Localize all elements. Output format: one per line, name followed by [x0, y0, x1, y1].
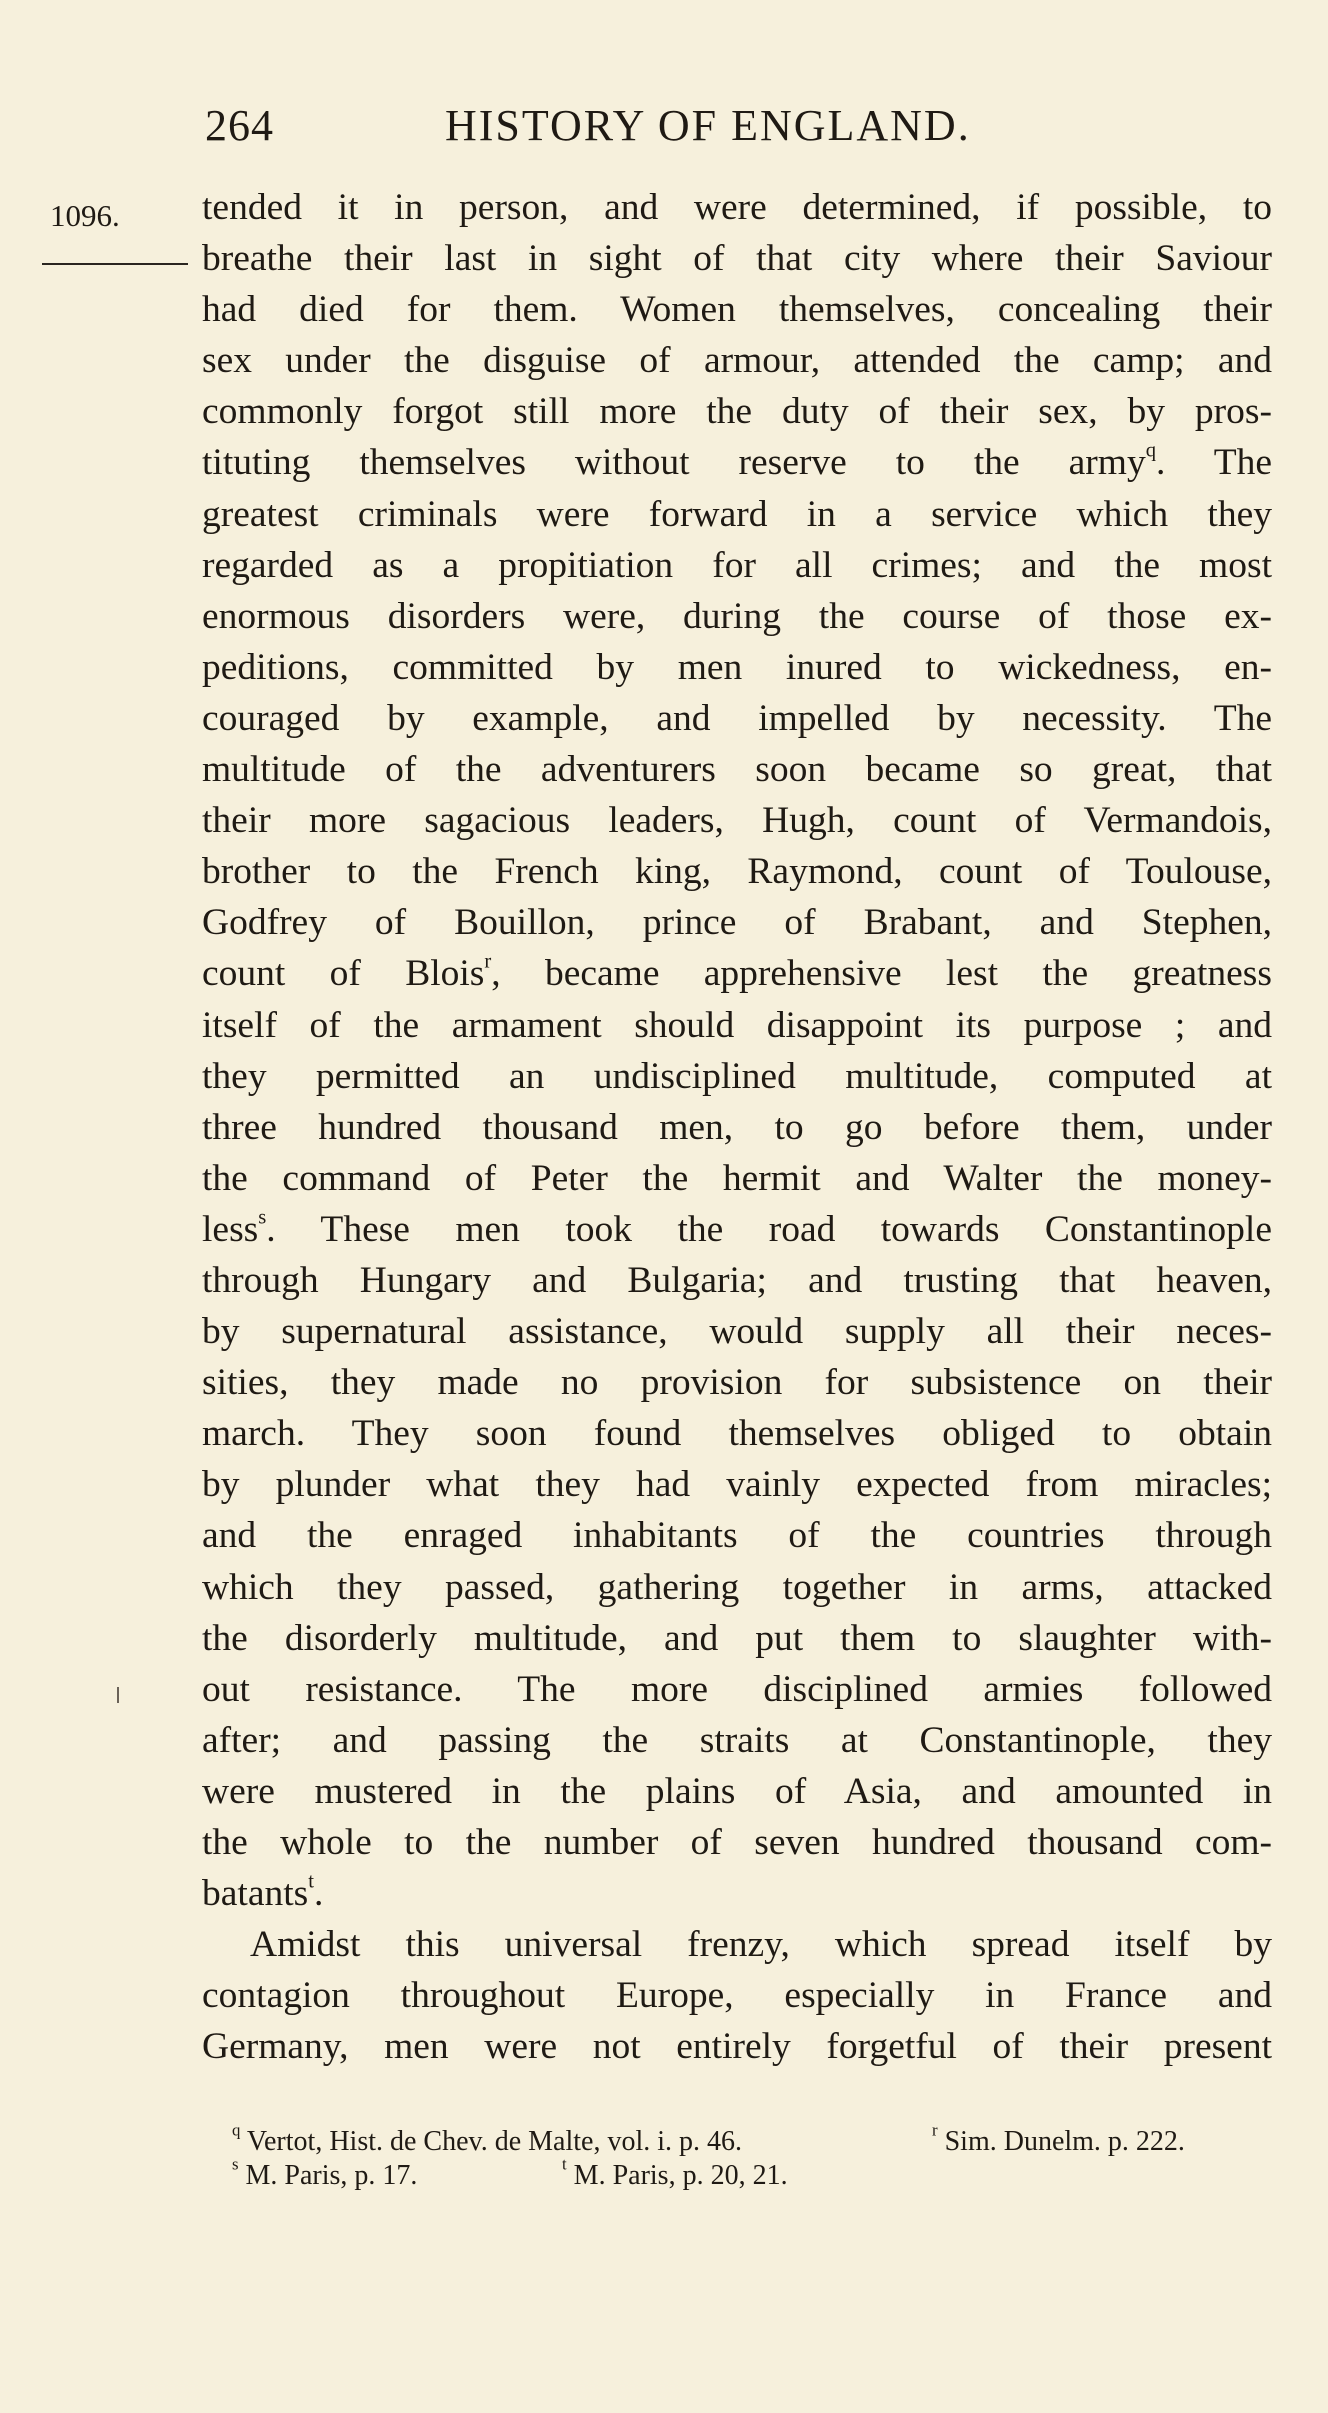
text-line: after; and passing the straits at Constantinople, they [202, 1719, 1272, 1761]
text-line: couraged by example, and impelled by necessity. The [202, 697, 1272, 739]
footnote-row [232, 2154, 1292, 2193]
text-line: itself of the armament should disappoint its purpose ; and [202, 1004, 1272, 1046]
text-line: three hundred thousand men, to go before them, under [202, 1106, 1272, 1148]
text-line: breathe their last in sight of that city where their Saviour [202, 238, 1272, 280]
page-number: 264 [205, 101, 274, 150]
text-line: their more sagacious leaders, Hugh, count of Vermandois, [202, 800, 1272, 842]
footnote-ref-q: q [1145, 439, 1157, 462]
text-line: commonly forgot still more the duty of their sex, by pros- [202, 391, 1272, 433]
footnote-r [932, 2120, 1185, 2159]
text-line: sex under the disguise of armour, attended the camp; and [202, 340, 1272, 382]
footnote-q [232, 2120, 743, 2159]
text-line: contagion throughout Europe, especially in France and [202, 1975, 1272, 2017]
text-line: Germany, men were not entirely forgetful of their present [202, 2026, 1272, 2068]
text-line: they permitted an undisciplined multitude, computed at [202, 1055, 1272, 1097]
text-line [202, 1868, 1272, 1919]
text-line: the disorderly multitude, and put them to slaughter with- [202, 1617, 1272, 1659]
text-line [202, 437, 1272, 488]
footnotes [232, 2120, 1292, 2193]
text-line: which they passed, gathering together in arms, attacked [202, 1566, 1272, 1608]
text-line: multitude of the adventurers soon became so great, that [202, 749, 1272, 791]
body-text [202, 182, 1272, 2072]
text-segment: , became apprehensive lest the greatness [491, 953, 1272, 995]
footnote-s [232, 2154, 418, 2193]
text-line: peditions, committed by men inured to wickedness, en- [202, 646, 1272, 688]
footnote-row [232, 2120, 1292, 2159]
text-line: were mustered in the plains of Asia, and amounted in [202, 1770, 1272, 1812]
page-header [205, 100, 1275, 164]
paper-speck [117, 1687, 119, 1703]
text-line: greatest criminals were forward in a service which they [202, 493, 1272, 535]
footnote-text-q: Vertot, Hist. de Chev. de Malte, vol. i. p. 46. [246, 2126, 743, 2157]
text-line: had died for them. Women themselves, concealing their [202, 289, 1272, 331]
running-title: HISTORY OF ENGLAND. [445, 101, 971, 150]
margin-rule [42, 263, 188, 265]
footnote-mark-r: r [932, 2120, 938, 2140]
text-segment: count of Blois [202, 953, 485, 995]
text-segment: batants [202, 1873, 309, 1915]
text-segment: less [202, 1208, 259, 1250]
text-line: by supernatural assistance, would supply all their neces- [202, 1311, 1272, 1353]
text-segment: tituting themselves without reserve to the army [202, 442, 1146, 484]
footnote-text-t: M. Paris, p. 20, 21. [573, 2160, 788, 2191]
text-segment: . The [1156, 442, 1273, 484]
text-line: Godfrey of Bouillon, prince of Brabant, and Stephen, [202, 902, 1272, 944]
text-line: sities, they made no provision for subsistence on their [202, 1362, 1272, 1404]
margin-year: 1096. [50, 198, 120, 233]
footnote-text-r: Sim. Dunelm. p. 222. [944, 2126, 1185, 2157]
text-line [202, 1204, 1272, 1255]
footnote-mark-q: q [232, 2120, 241, 2140]
footnote-mark-t: t [562, 2154, 567, 2174]
text-line: and the enraged inhabitants of the countries through [202, 1515, 1272, 1557]
text-line: enormous disorders were, during the course of those ex- [202, 595, 1272, 637]
footnote-ref-t: t [308, 1870, 314, 1893]
footnote-ref-s: s [258, 1206, 267, 1229]
footnote-ref-r: r [484, 950, 492, 973]
footnote-text-s: M. Paris, p. 17. [245, 2160, 418, 2191]
text-line [202, 948, 1272, 999]
text-line: out resistance. The more disciplined armies followed [202, 1668, 1272, 1710]
text-line: march. They soon found themselves obliged to obtain [202, 1413, 1272, 1455]
text-line: through Hungary and Bulgaria; and trusting that heaven, [202, 1259, 1272, 1301]
footnote-mark-s: s [232, 2154, 239, 2174]
text-segment: . [313, 1873, 324, 1915]
text-segment: . These men took the road towards Constantinople [266, 1208, 1272, 1250]
text-line: by plunder what they had vainly expected from miracles; [202, 1464, 1272, 1506]
text-line: regarded as a propitiation for all crimes; and the most [202, 544, 1272, 586]
text-line: brother to the French king, Raymond, count of Toulouse, [202, 851, 1272, 893]
paragraph-first-line: Amidst this universal frenzy, which spread itself by [250, 1924, 1272, 1966]
text-line: the whole to the number of seven hundred thousand com- [202, 1822, 1272, 1863]
text-line: the command of Peter the hermit and Walter the money- [202, 1157, 1272, 1199]
footnote-t [562, 2154, 788, 2193]
text-line: tended it in person, and were determined, if possible, to [202, 187, 1272, 228]
